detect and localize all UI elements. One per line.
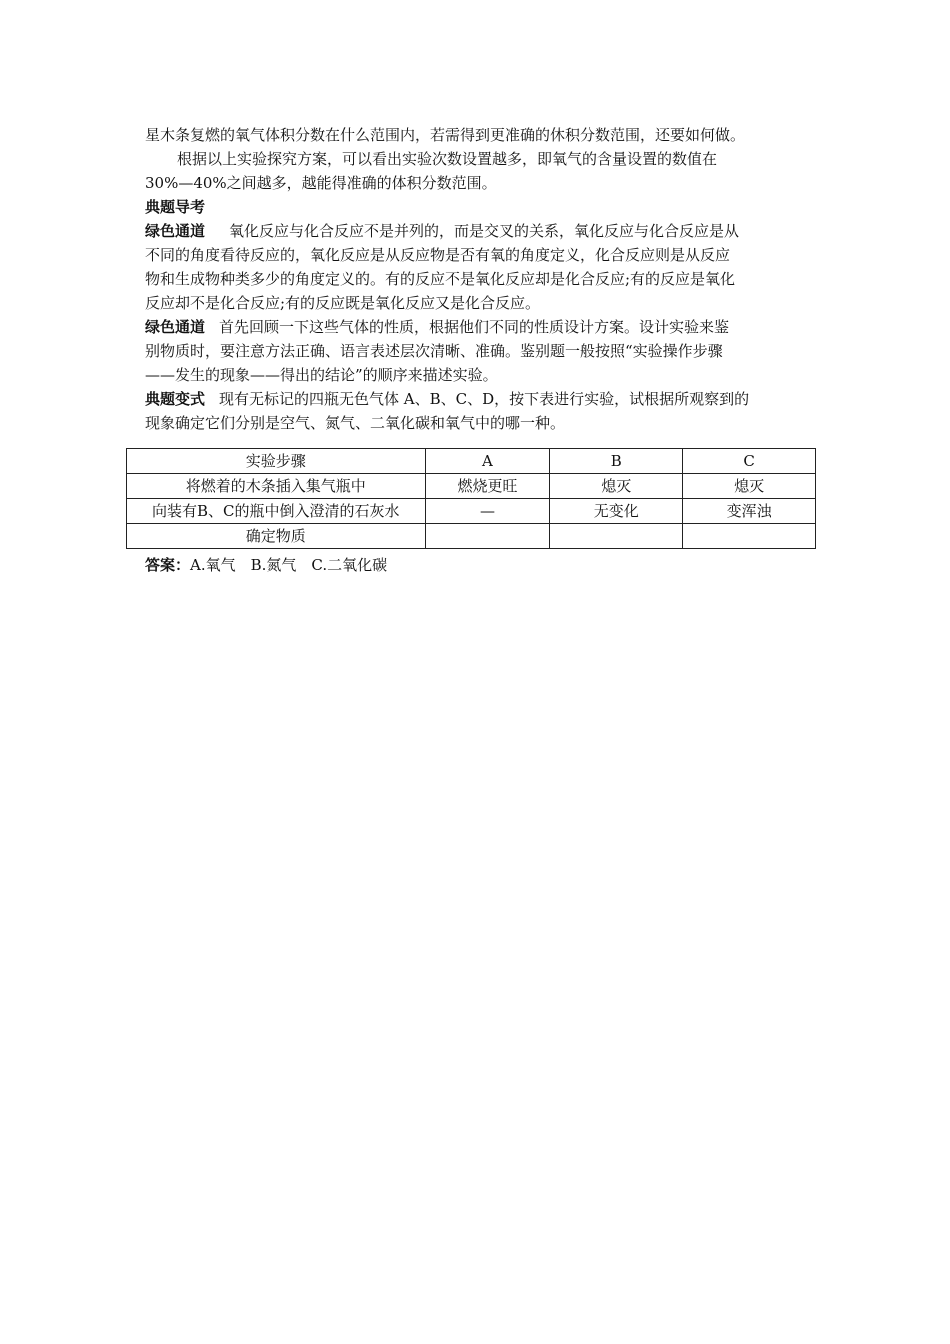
table-cell: [683, 524, 816, 549]
table-cell: 确定物质: [127, 524, 426, 549]
intro-line-2: 根据以上实验探究方案，可以看出实验次数设置越多，即氧气的含量设置的数值在: [177, 150, 718, 168]
intro-line-1: 星木条复燃的氧气体积分数在什么范围内，若需得到更准确的休积分数范围，还要如何做。: [145, 126, 746, 144]
table-cell: [425, 524, 550, 549]
answer-text: A.氧气 B.氮气 C.二氧化碳: [190, 556, 388, 574]
table-cell: 向装有B、C的瓶中倒入澄清的石灰水: [127, 499, 426, 524]
paragraph-2-label: 绿色通道: [145, 318, 206, 336]
paragraph-3-label: 典题变式: [145, 390, 206, 408]
paragraph-1-label: 绿色通道: [145, 222, 206, 240]
table-header-cell: C: [683, 449, 816, 474]
intro-line-3: 30%—40%之间越多，越能得准确的体积分数范围。: [145, 174, 497, 192]
table-row: [127, 474, 816, 499]
paragraph-2-text-1: 首先回顾一下这些气体的性质，根据他们不同的性质设计方案。设计实验来鉴: [219, 318, 730, 336]
paragraph-3-line-2: 现象确定它们分别是空气、氮气、二氧化碳和氧气中的哪一种。: [145, 414, 566, 432]
table-cell: 变浑浊: [683, 499, 816, 524]
table-cell: —: [425, 499, 550, 524]
paragraph-1-line-4: 反应却不是化合反应;有的反应既是氧化反应又是化合反应。: [145, 294, 541, 312]
paragraph-2-line-3: ——发生的现象——得出的结论”的顺序来描述实验。: [145, 366, 498, 384]
paragraph-2-line-2: 别物质时，要注意方法正确、语言表述层次清晰、准确。鉴别题一般按照“实验操作步骤: [145, 342, 723, 360]
table-header-cell: B: [550, 449, 683, 474]
paragraph-3-line-1: [145, 387, 815, 411]
table-cell: 燃烧更旺: [425, 474, 550, 499]
section-title: 典题导考: [145, 198, 206, 216]
table-cell: [550, 524, 683, 549]
table-cell: 熄灭: [550, 474, 683, 499]
table-header-row: [127, 449, 816, 474]
paragraph-1-line-3: 物和生成物种类多少的角度定义的。有的反应不是氧化反应却是化合反应;有的反应是氧化: [145, 270, 736, 288]
paragraph-3-text-1: 现有无标记的四瓶无色气体 A、B、C、D，按下表进行实验，试根据所观察到的: [219, 390, 750, 408]
experiment-table: [126, 448, 816, 549]
paragraph-1-text-1: 氧化反应与化合反应不是并列的，而是交叉的关系，氧化反应与化合反应是从: [229, 222, 740, 240]
table-row: [127, 499, 816, 524]
table-header-cell: A: [425, 449, 550, 474]
table-row: [127, 524, 816, 549]
paragraph-2-line-1: [145, 315, 815, 339]
paragraph-1-line-1: [145, 219, 815, 243]
answer-label: 答案：: [145, 556, 191, 574]
table-cell: 将燃着的木条插入集气瓶中: [127, 474, 426, 499]
table-cell: 无变化: [550, 499, 683, 524]
paragraph-1-line-2: 不同的角度看待反应的，氧化反应是从反应物是否有氧的角度定义，化合反应则是从反应: [145, 246, 731, 264]
answer-line: [145, 553, 387, 577]
table-cell: 熄灭: [683, 474, 816, 499]
document-body: [145, 123, 815, 435]
table-header-cell: 实验步骤: [127, 449, 426, 474]
